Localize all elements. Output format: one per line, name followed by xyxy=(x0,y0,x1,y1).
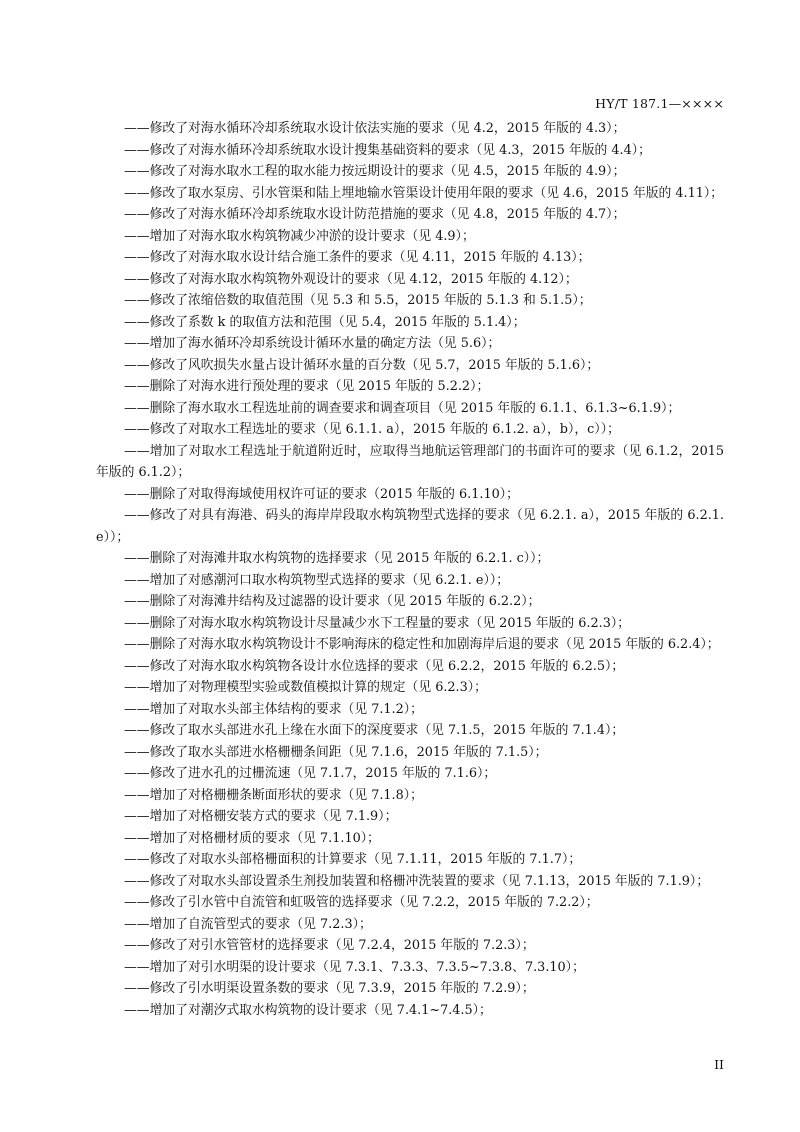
amendment-item: ——增加了对取水工程选址于航道附近时，应取得当地航运管理部门的书面许可的要求（见 6.1.2，2015 年版的 6.1.2）； xyxy=(96,443,724,480)
amendment-item: ——修改了对海水循环冷却系统取水设计防范措施的要求（见 4.8，2015 年版的 4.7）； xyxy=(124,207,626,222)
amendment-item: ——修改了引水明渠设置条数的要求（见 7.3.9，2015 年版的 7.2.9）； xyxy=(124,981,535,996)
amendment-item: ——删除了海水取水工程选址前的调查要求和调查项目（见 2015 年版的 6.1.1、6.1.3~6.1.9）； xyxy=(124,400,681,416)
amendment-item: ——增加了对格栅材质的要求（见 7.1.10）； xyxy=(124,830,380,846)
amendment-item: ——删除了对海滩井结构及过滤器的设计要求（见 2015 年版的 6.2.2）； xyxy=(124,594,541,609)
amendment-item: ——修改了系数 k 的取值方法和范围（见 5.4，2015 年版的 5.1.4）； xyxy=(124,314,526,330)
standard-code-header: HY/T 187.1—×××× xyxy=(595,96,724,111)
amendment-item: ——修改了对取水工程选址的要求（见 6.1.1. a），2015 年版的 6.1.2. a），b），c））； xyxy=(124,422,620,437)
amendment-item: ——修改了进水孔的过栅流速（见 7.1.7，2015 年版的 7.1.6）； xyxy=(124,766,497,781)
amendment-item: ——修改了对海水取水设计结合施工条件的要求（见 4.11，2015 年版的 4.13）； xyxy=(124,250,591,265)
amendment-item: ——修改了对引水管管材的选择要求（见 7.2.4，2015 年版的 7.2.3）； xyxy=(124,938,535,953)
amendment-item: ——修改了浓缩倍数的取值范围（见 5.3 和 5.5，2015 年版的 5.1.3 和 5.1.5）； xyxy=(124,293,592,308)
amendment-item: ——删除了对海水进行预处理的要求（见 2015 年版的 5.2.2）； xyxy=(124,379,490,394)
amendment-item: ——修改了对具有海港、码头的海岸岸段取水构筑物型式选择的要求（见 6.2.1. a），2015 年版的 6.2.1. e））； xyxy=(96,508,724,545)
amendment-item: ——修改了风吹损失水量占设计循环水量的百分数（见 5.7，2015 年版的 5.1.6）； xyxy=(124,357,600,373)
amendment-item: ——增加了对格栅安装方式的要求（见 7.1.9）； xyxy=(124,809,398,824)
amendment-item: ——删除了对取得海域使用权许可证的要求（2015 年版的 6.1.10）； xyxy=(124,486,519,502)
amendment-item: ——删除了对海水取水构筑物设计尽量减少水下工程量的要求（见 2015 年版的 6.2.3）； xyxy=(124,615,631,631)
amendment-item: ——增加了对物理模型实验或数值模拟计算的规定（见 6.2.3）； xyxy=(124,680,487,695)
amendment-item: ——增加了自流管型式的要求（见 7.2.3）； xyxy=(124,916,372,932)
amendment-item: ——增加了对感潮河口取水构筑物型式选择的要求（见 6.2.1. e））； xyxy=(124,572,510,588)
amendment-item: ——增加了对潮汐式取水构筑物的设计要求（见 7.4.1~7.4.5）； xyxy=(124,1002,492,1018)
page-number: II xyxy=(714,1057,724,1072)
amendment-list xyxy=(96,118,724,1021)
amendment-item: ——修改了取水头部进水孔上缘在水面下的深度要求（见 7.1.5，2015 年版的 7.1.4）； xyxy=(124,723,625,738)
amendment-item: ——删除了对海滩井取水构筑物的选择要求（见 2015 年版的 6.2.1. c））； xyxy=(124,551,550,566)
amendment-item: ——修改了取水泵房、引水管渠和陆上埋地输水管渠设计使用年限的要求（见 4.6，2015 年版的 4.11）； xyxy=(124,185,724,201)
amendment-item: ——修改了对取水头部格栅面积的计算要求（见 7.1.11，2015 年版的 7.1.7）； xyxy=(124,852,582,867)
amendment-item: ——增加了对取水头部主体结构的要求（见 7.1.2）； xyxy=(124,701,423,717)
amendment-item: ——修改了引水管中自流管和虹吸管的选择要求（见 7.2.2，2015 年版的 7.2.2）； xyxy=(124,895,599,910)
amendment-item: ——增加了对海水取水构筑物减少冲淤的设计要求（见 4.9）； xyxy=(124,228,475,244)
amendment-item: ——删除了对海水取水构筑物设计不影响海床的稳定性和加剧海岸后退的要求（见 2015 年版的 6.2.4）； xyxy=(124,637,720,652)
amendment-item: ——修改了对海水取水构筑物各设计水位选择的要求（见 6.2.2，2015 年版的 6.2.5）； xyxy=(124,658,625,674)
amendment-item: ——修改了对海水取水工程的取水能力按远期设计的要求（见 4.5，2015 年版的 4.9）； xyxy=(124,164,626,179)
amendment-item: ——修改了对取水头部设置杀生剂投加装置和格栅冲洗装置的要求（见 7.1.13，2015 年版的 7.1.9）； xyxy=(124,873,710,889)
amendment-item: ——修改了取水头部进水格栅栅条间距（见 7.1.6，2015 年版的 7.1.5）； xyxy=(124,744,548,760)
amendment-item: ——修改了对海水取水构筑物外观设计的要求（见 4.12，2015 年版的 4.12）； xyxy=(124,271,578,287)
amendment-item: ——增加了对引水明渠的设计要求（见 7.3.1、7.3.3、7.3.5~7.3.8、7.3.10）； xyxy=(124,959,585,975)
amendment-item: ——增加了海水循环冷却系统设计循环水量的确定方法（见 5.6）； xyxy=(124,336,501,351)
amendment-item: ——修改了对海水循环冷却系统取水设计依法实施的要求（见 4.2，2015 年版的 4.3）； xyxy=(124,121,626,136)
amendment-item: ——修改了对海水循环冷却系统取水设计搜集基础资料的要求（见 4.3，2015 年版的 4.4）； xyxy=(124,142,651,158)
amendment-item: ——增加了对格栅栅条断面形状的要求（见 7.1.8）； xyxy=(124,787,423,803)
